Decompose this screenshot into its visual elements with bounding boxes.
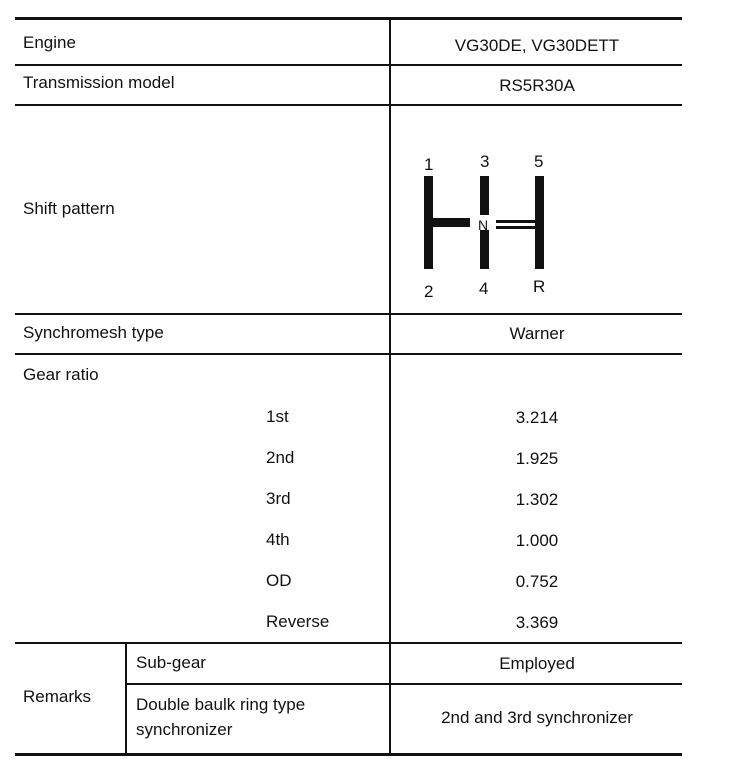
gear-label-5: 5: [534, 152, 544, 171]
cross-bar-left: [433, 218, 470, 227]
gate-bar-1-2: [424, 176, 433, 269]
shift-pattern-label: Shift pattern: [23, 199, 115, 218]
column-divider: [389, 17, 391, 756]
synchromesh-type-value: Warner: [509, 324, 565, 343]
specification-table: [15, 17, 682, 757]
sub-gear-value: Employed: [499, 654, 575, 673]
gear-ratio-label: Gear ratio: [23, 365, 99, 384]
row-divider: [15, 313, 682, 315]
remarks-inner-divider: [126, 683, 682, 685]
gear-label-3: 3: [480, 152, 490, 171]
cross-bar-right-bottom: [496, 226, 535, 229]
remarks-column-divider: [125, 642, 127, 756]
gear-name: 4th: [266, 530, 290, 549]
synchronizer-label-line1: Double baulk ring type: [136, 695, 306, 714]
gear-name: Reverse: [266, 612, 330, 631]
table-bottom-rule: [15, 753, 682, 756]
table-top-rule: [15, 17, 682, 20]
sub-gear-label: Sub-gear: [136, 653, 206, 672]
gear-label-1: 1: [424, 155, 434, 174]
gear-name: OD: [266, 571, 292, 590]
gear-label-4: 4: [479, 279, 489, 298]
gear-name: 2nd: [266, 448, 295, 467]
engine-label: Engine: [23, 33, 76, 52]
gear-ratio-value: 1.302: [515, 490, 559, 509]
gear-label-r: R: [533, 277, 546, 296]
transmission-model-label: Transmission model: [23, 73, 175, 92]
shift-pattern-diagram: [400, 135, 570, 310]
gear-ratio-value: 0.752: [515, 572, 559, 591]
cross-bar-right-top: [496, 220, 535, 223]
row-divider: [15, 104, 682, 106]
gear-name: 1st: [266, 407, 289, 426]
transmission-model-value: RS5R30A: [499, 76, 575, 95]
gear-ratio-value: 3.214: [515, 408, 559, 427]
gear-label-2: 2: [424, 282, 434, 301]
gear-ratio-value: 1.925: [515, 449, 559, 468]
engine-value: VG30DE, VG30DETT: [454, 36, 620, 55]
gear-ratio-value: 1.000: [515, 531, 559, 550]
row-divider: [15, 353, 682, 355]
gear-label-n: N: [478, 217, 489, 233]
gear-name: 3rd: [266, 489, 291, 508]
remarks-label: Remarks: [23, 687, 92, 706]
synchronizer-label-line2: synchronizer: [136, 720, 233, 739]
synchronizer-value: 2nd and 3rd synchronizer: [441, 708, 633, 727]
row-divider: [15, 64, 682, 66]
row-divider: [15, 642, 682, 644]
gear-ratio-value: 3.369: [515, 613, 559, 632]
synchromesh-type-label: Synchromesh type: [23, 323, 164, 342]
gate-bar-5-r: [535, 176, 544, 269]
